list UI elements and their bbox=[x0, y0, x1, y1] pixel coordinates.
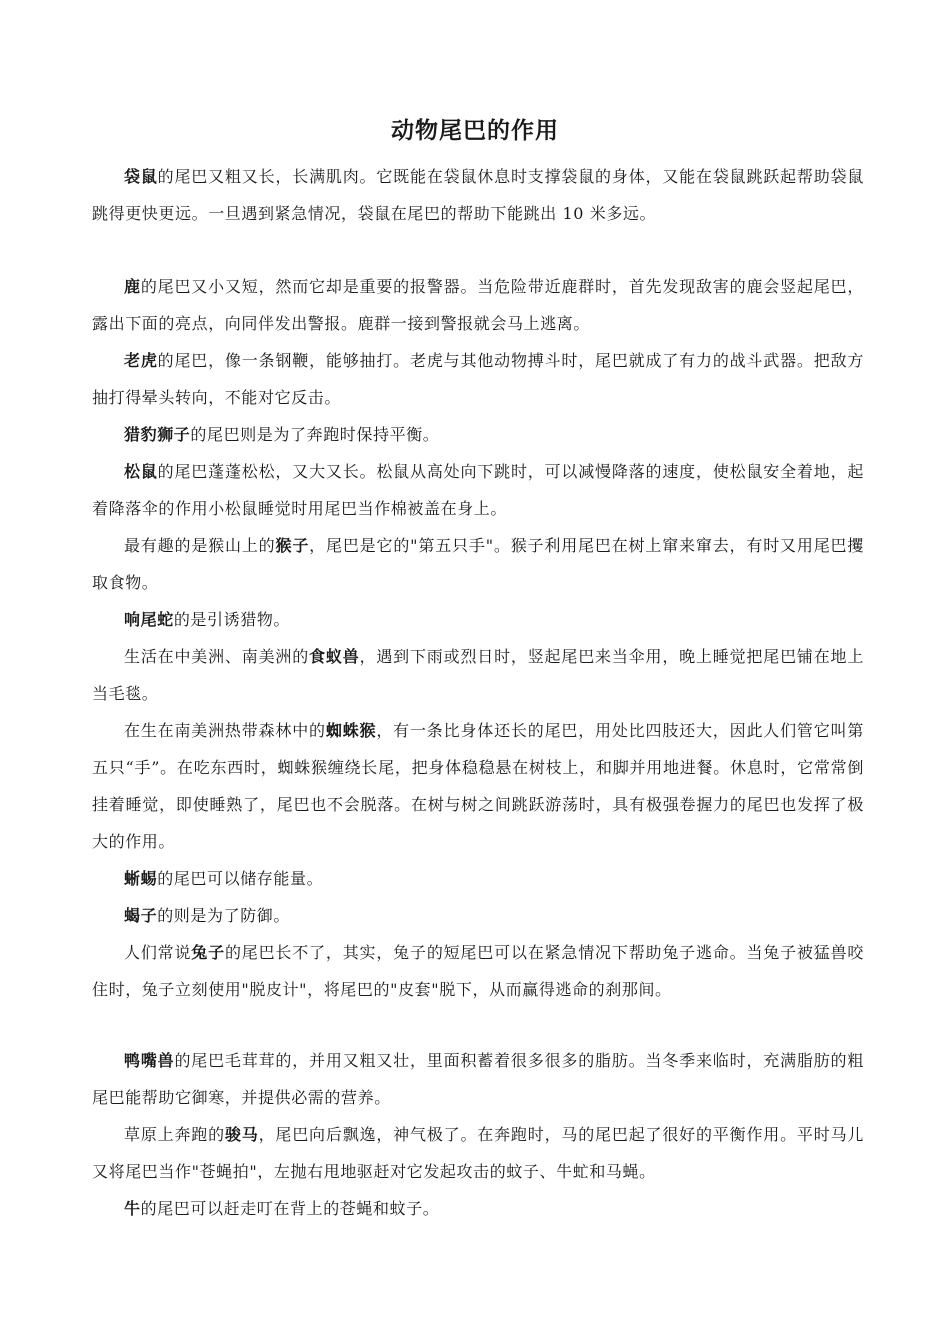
paragraph-kangaroo bbox=[92, 158, 864, 232]
paragraph-scorpion bbox=[92, 897, 864, 934]
paragraph-rattlesnake bbox=[92, 601, 864, 638]
paragraph-cattle bbox=[92, 1190, 864, 1227]
paragraph-lead-text: 在生在南美洲热带森林中的 bbox=[124, 721, 326, 740]
paragraph-text: 的尾巴又小又短，然而它却是重要的报警器。当危险带近鹿群时，首先发现敌害的鹿会竖起尾巴，露出下面的亮点，向同伴发出警报。鹿群一接到警报就会马上逃离。 bbox=[92, 277, 864, 333]
animal-name-anteater: 食蚁兽 bbox=[309, 647, 360, 666]
paragraph-text: ，有一条比身体还长的尾巴，用处比四肢还大，因此人们管它叫第五只“手”。在吃东西时，蜘蛛猴缠绕长尾，把身体稳稳悬在树枝上，和脚并用地进餐。休息时，它常常倒挂着睡觉，即使睡熟了，尾巴也不会脱落。在树与树之间跳跃游荡时，具有极强卷握力的尾巴也发挥了极大的作用。 bbox=[92, 721, 864, 851]
paragraph-lead-text: 最有趣的是猴山上的 bbox=[124, 536, 276, 555]
paragraph-text: 的尾巴长不了，其实，兔子的短尾巴可以在紧急情况下帮助兔子逃命。当兔子被猛兽咬住时，兔子立刻使用"脱皮计"，将尾巴的"皮套"脱下，从而赢得逃命的刹那间。 bbox=[92, 943, 864, 999]
animal-name-cheetah-lion: 猎豹狮子 bbox=[124, 425, 191, 444]
paragraph-cheetah-lion bbox=[92, 416, 864, 453]
animal-name-lizard: 蜥蜴 bbox=[124, 869, 158, 888]
animal-name-monkey: 猴子 bbox=[275, 536, 310, 555]
paragraph-text: ，尾巴是它的"第五只手"。猴子利用尾巴在树上窜来窜去，有时又用尾巴攫取食物。 bbox=[92, 536, 864, 592]
paragraph-monkey bbox=[92, 527, 864, 601]
paragraph-text: 的是引诱猎物。 bbox=[173, 610, 291, 629]
paragraph-text: 的尾巴毛茸茸的，并用又粗又壮，里面积蓄着很多很多的脂肪。当冬季来临时，充满脂肪的粗尾巴能帮助它御寒，并提供必需的营养。 bbox=[92, 1051, 864, 1107]
animal-name-deer: 鹿 bbox=[124, 277, 141, 296]
paragraph-deer bbox=[92, 268, 864, 342]
paragraph-squirrel bbox=[92, 453, 864, 527]
paragraph-rabbit bbox=[92, 934, 864, 1008]
paragraph-text: 的则是为了防御。 bbox=[157, 906, 291, 925]
animal-name-spider-monkey: 蜘蛛猴 bbox=[325, 721, 377, 740]
paragraph-text: 的尾巴又粗又长，长满肌肉。它既能在袋鼠休息时支撑袋鼠的身体，又能在袋鼠跳跃起帮助袋鼠跳得更快更远。一旦遇到紧急情况，袋鼠在尾巴的帮助下能跳出 10 米多远。 bbox=[92, 167, 865, 223]
paragraph-spider-monkey bbox=[92, 712, 864, 860]
paragraph-anteater bbox=[92, 638, 864, 712]
animal-name-horse: 骏马 bbox=[224, 1125, 259, 1144]
animal-name-tiger: 老虎 bbox=[124, 351, 158, 370]
paragraph-lizard bbox=[92, 860, 864, 897]
animal-name-rattlesnake: 响尾蛇 bbox=[124, 610, 174, 629]
paragraph-tiger bbox=[92, 342, 864, 416]
document-title: 动物尾巴的作用 bbox=[391, 118, 559, 144]
paragraph-text: ，遇到下雨或烈日时，竖起尾巴来当伞用，晚上睡觉把尾巴铺在地上当毛毯。 bbox=[92, 647, 864, 703]
animal-name-cattle: 牛 bbox=[124, 1199, 141, 1218]
document-body bbox=[92, 158, 864, 1227]
paragraph-lead-text: 生活在中美洲、南美洲的 bbox=[124, 647, 310, 666]
paragraph-text: 的尾巴则是为了奔跑时保持平衡。 bbox=[190, 425, 440, 444]
animal-name-kangaroo: 袋鼠 bbox=[124, 167, 158, 186]
animal-name-platypus: 鸭嘴兽 bbox=[124, 1051, 175, 1070]
animal-name-rabbit: 兔子 bbox=[191, 943, 225, 962]
paragraph-text: 的尾巴可以储存能量。 bbox=[157, 869, 324, 888]
animal-name-squirrel: 松鼠 bbox=[124, 462, 158, 481]
paragraph-text: 的尾巴，像一条钢鞭，能够抽打。老虎与其他动物搏斗时，尾巴就成了有力的战斗武器。把敌方抽打得晕头转向，不能对它反击。 bbox=[92, 351, 865, 407]
paragraph-text: ，尾巴向后飘逸，神气极了。在奔跑时，马的尾巴起了很好的平衡作用。平时马儿又将尾巴当作"苍蝇拍"，左抛右甩地驱赶对它发起攻击的蚊子、牛虻和马蝇。 bbox=[92, 1125, 864, 1181]
paragraph-platypus bbox=[92, 1042, 864, 1116]
paragraph-text: 的尾巴可以赶走叮在背上的苍蝇和蚊子。 bbox=[140, 1199, 440, 1218]
paragraph-text: 的尾巴蓬蓬松松，又大又长。松鼠从高处向下跳时，可以减慢降落的速度，使松鼠安全着地，起着降落伞的作用小松鼠睡觉时用尾巴当作棉被盖在身上。 bbox=[92, 462, 865, 518]
paragraph-lead-text: 人们常说 bbox=[124, 943, 192, 962]
paragraph-lead-text: 草原上奔跑的 bbox=[124, 1125, 225, 1144]
animal-name-scorpion: 蝎子 bbox=[124, 906, 158, 925]
paragraph-horse bbox=[92, 1116, 864, 1190]
